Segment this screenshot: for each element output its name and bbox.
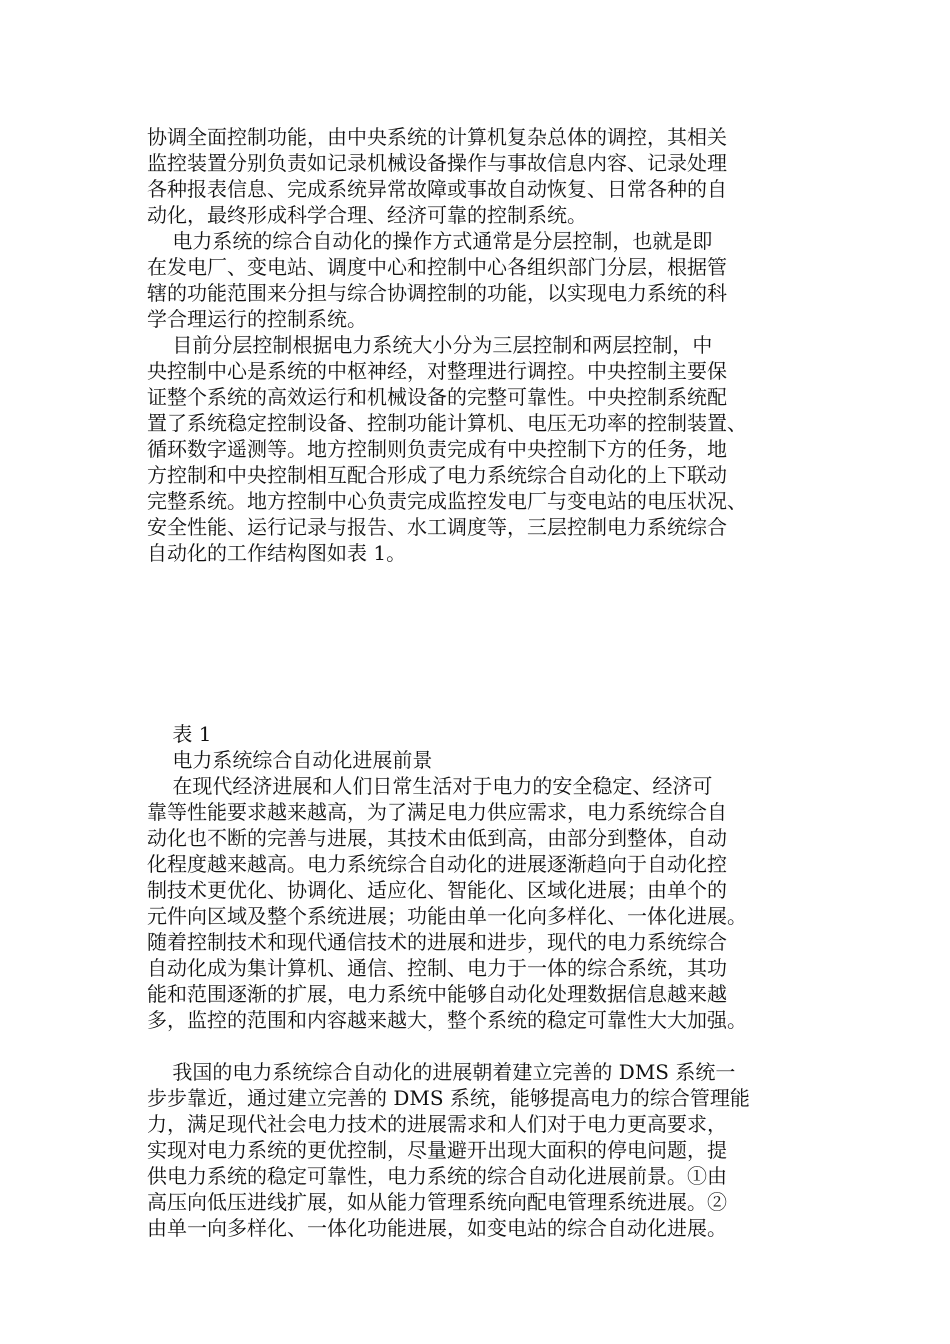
text-line: 元件向区域及整个系统进展；功能由单一化向多样化、一体化进展。 — [147, 904, 747, 928]
text-line: 随着控制技术和现代通信技术的进展和进步，现代的电力系统综合 — [147, 930, 727, 954]
text-line: 能和范围逐渐的扩展，电力系统中能够自动化处理数据信息越来越 — [147, 982, 727, 1006]
text-line: 动化，最终形成科学合理、经济可靠的控制系统。 — [147, 203, 587, 227]
text-line: 化程度越来越高。电力系统综合自动化的进展逐渐趋向于自动化控 — [147, 852, 727, 876]
table-caption: 表 1 — [147, 722, 212, 746]
text-line: 由单一向多样化、一体化功能进展，如变电站的综合自动化进展。 — [147, 1216, 727, 1240]
text-line: 监控装置分别负责如记录机械设备操作与事故信息内容、记录处理 — [147, 151, 727, 175]
text-line: 靠等性能要求越来越高，为了满足电力供应需求，电力系统综合自 — [147, 800, 727, 824]
text-line: 力，满足现代社会电力技术的进展需求和人们对于电力更高要求， — [147, 1112, 727, 1136]
text-line: 央控制中心是系统的中枢神经，对整理进行调控。中央控制主要保 — [147, 359, 727, 383]
text-line: 在现代经济进展和人们日常生活对于电力的安全稳定、经济可 — [147, 774, 713, 798]
text-line: 学合理运行的控制系统。 — [147, 307, 367, 331]
text-line: 方控制和中央控制相互配合形成了电力系统综合自动化的上下联动 — [147, 463, 727, 487]
text-line: 高压向低压进线扩展，如从能力管理系统向配电管理系统进展。② — [147, 1190, 727, 1214]
text-line: 置了系统稳定控制设备、控制功能计算机、电压无功率的控制装置、 — [147, 411, 747, 435]
text-line: 在发电厂、变电站、调度中心和控制中心各组织部门分层，根据管 — [147, 255, 727, 279]
text-line: 电力系统的综合自动化的操作方式通常是分层控制，也就是即 — [147, 229, 713, 253]
text-line: 供电力系统的稳定可靠性，电力系统的综合自动化进展前景。①由 — [147, 1164, 727, 1188]
text-line: 动化也不断的完善与进展，其技术由低到高，由部分到整体，自动 — [147, 826, 727, 850]
text-line: 各种报表信息、完成系统异常故障或事故自动恢复、日常各种的自 — [147, 177, 727, 201]
text-line: 安全性能、运行记录与报告、水工调度等，三层控制电力系统综合 — [147, 515, 727, 539]
text-line: 自动化成为集计算机、通信、控制、电力于一体的综合系统，其功 — [147, 956, 727, 980]
text-line: 多，监控的范围和内容越来越大，整个系统的稳定可靠性大大加强。 — [147, 1008, 747, 1032]
section-heading: 电力系统综合自动化进展前景 — [147, 748, 433, 772]
text-line: 实现对电力系统的更优控制，尽量避开出现大面积的停电问题，提 — [147, 1138, 727, 1162]
text-line: 制技术更优化、协调化、适应化、智能化、区域化进展；由单个的 — [147, 878, 727, 902]
text-line: 辖的功能范围来分担与综合协调控制的功能，以实现电力系统的科 — [147, 281, 727, 305]
text-line: 目前分层控制根据电力系统大小分为三层控制和两层控制，中 — [147, 333, 713, 357]
text-line: 完整系统。地方控制中心负责完成监控发电厂与变电站的电压状况、 — [147, 489, 747, 513]
text-line: 步步靠近，通过建立完善的 DMS 系统，能够提高电力的综合管理能 — [147, 1086, 750, 1110]
text-line: 证整个系统的高效运行和机械设备的完整可靠性。中央控制系统配 — [147, 385, 727, 409]
text-line: 循环数字遥测等。地方控制则负责完成有中央控制下方的任务，地 — [147, 437, 727, 461]
text-line: 协调全面控制功能，由中央系统的计算机复杂总体的调控，其相关 — [147, 125, 727, 149]
text-line: 自动化的工作结构图如表 1。 — [147, 541, 407, 565]
text-line: 我国的电力系统综合自动化的进展朝着建立完善的 DMS 系统一 — [147, 1060, 736, 1084]
